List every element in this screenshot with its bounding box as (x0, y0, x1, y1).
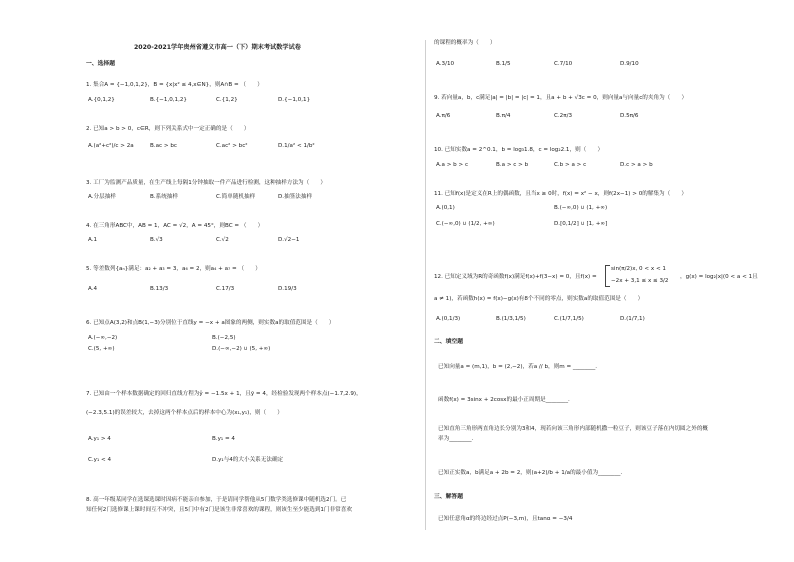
solve-q17: 已知任意角α的终边经过点P(−3,m)，且tanα = −3/4 (438, 516, 573, 522)
q8-option-b: B.1/5 (496, 61, 511, 67)
q4-stem: 4. 在三角形ABC中，AB = 1，AC = √2，A = 45°，则BC = （ ） (86, 223, 264, 229)
q9-option-d: D.5π/6 (620, 113, 639, 119)
exam-title: 2020-2021学年贵州省遵义市高一（下）期末考试数学试卷 (134, 44, 301, 51)
section-choice-heading: 一、选择题 (86, 61, 115, 67)
fill-q13: 已知向量a = (m,1)，b = (2,−2)，若a // b，则m = ________. (438, 364, 598, 370)
q10-stem: 10. 已知实数a = 2^0.1，b = log₃1.8，c = log₂2.1，则（ ） (434, 147, 604, 153)
q1-option-b: B.{−1,0,1,2} (150, 97, 187, 103)
q10-option-b: B.a > c > b (496, 162, 529, 168)
q2-option-d: D.1/a² < 1/b² (278, 143, 315, 149)
q12-option-d: D.(1/7,1) (620, 316, 645, 322)
q2-option-a: A.(a²+c²)/c > 2a (88, 143, 134, 149)
q2-option-b: B.ac > bc (150, 143, 177, 149)
q9-option-c: C.2π/3 (554, 113, 573, 119)
q10-option-c: C.b > a > c (554, 162, 587, 168)
q5-stem: 5. 等差数列{aₙ}满足：a₂ + a₃ = 3，a₆ = 2，则a₄ + a₇ = （ ） (86, 266, 261, 272)
q12-piece-2: −2x + 3,1 ≤ x ≤ 3/2 (611, 278, 669, 284)
q10-option-d: D.c > a > b (620, 162, 653, 168)
q7-option-d: D.y₁与4的大小关系无法确定 (212, 457, 284, 463)
q11-option-a: A.(0,1) (436, 205, 455, 211)
q6-option-a: A.(−∞,−2) (88, 335, 118, 341)
fill-q15-line2: 率为________. (438, 436, 474, 442)
q8-option-d: D.9/10 (620, 61, 639, 67)
q12-option-a: A.(0,1/3) (436, 316, 461, 322)
q6-option-b: B.(−2,5) (212, 335, 236, 341)
q5-option-b: B.13/3 (150, 286, 169, 292)
q8-option-a: A.3/10 (436, 61, 455, 67)
q6-stem: 6. 已知点A(3,2)和点B(1,−3)分别位于直线y = −x + a图象的两侧，则实数a的取值范围是（ ） (86, 320, 335, 326)
piecewise-brace (605, 265, 610, 287)
q7-option-a: A.y₁ > 4 (88, 436, 111, 442)
q7-option-b: B.y₁ = 4 (212, 436, 235, 442)
q12-stem-line2: a ≠ 1)，若函数h(x) = f(x)−g(x)有8个不同的零点，则实数a的取值范围是（ ） (434, 296, 644, 302)
section-fill-heading: 二、填空题 (434, 339, 463, 345)
q1-option-a: A.{0,1,2} (88, 97, 115, 103)
q5-option-c: C.17/3 (216, 286, 235, 292)
q8-stem-line1: 8. 高一年级某同学在选课选课时因病不能亲自参加，于是请同学帮他从5门数学类选修课中随机选2门。已 (86, 497, 347, 503)
q8-stem-line3: 的课程的概率为（ ） (434, 40, 496, 46)
q1-option-c: C.{1,2} (216, 97, 238, 103)
q9-stem: 9. 若向量a，b，c满足|a| = |b| = |c| = 1，且a + b + √3c = 0，则向量a与向量c的夹角为（ ） (434, 95, 688, 101)
q3-option-c: C.简单随机抽样 (216, 194, 256, 200)
q1-option-d: D.{−1,0,1} (278, 97, 311, 103)
q3-option-d: D.抽签法抽样 (278, 194, 313, 200)
q11-stem: 11. 已知f(x)是定义在R上的偶函数，且当x ≥ 0时，f(x) = x² − x，则f(2x−1) > 0的解集为（ ） (434, 191, 688, 197)
q8-stem-line2: 知任何2门选修课上课时间互不冲突，且5门中有2门是该生非常喜欢的课程，则该生至少能选到1门非常喜欢 (86, 507, 352, 513)
q6-option-c: C.(5, +∞) (88, 346, 115, 352)
q3-option-a: A.分层抽样 (88, 194, 116, 200)
q12-option-b: B.(1/3,1/5) (496, 316, 526, 322)
q11-option-d: D.[0,1/2] ∪ [1, +∞] (554, 221, 608, 227)
q2-option-c: C.ac² > bc² (216, 143, 248, 149)
q4-option-b: B.√3 (150, 237, 163, 243)
fill-q14: 函数f(x) = 3sinx + 2cosx的最小正周期是________. (438, 397, 570, 403)
q1-stem: 1. 集合A = {−1,0,1,2}，B = {x|x² ≤ 4,x∈N}，则A∩B = （ ） (86, 82, 263, 88)
q11-option-b: B.(−∞,0) ∪ (1, +∞) (554, 205, 608, 211)
q5-option-a: A.4 (88, 286, 98, 292)
q7-stem-line1: 7. 已知由一个样本数据确定的回归直线方程为ŷ = −1.5x + 1，且ȳ = 4，经检验发现两个样本点(−1.7,2.9)， (86, 391, 362, 397)
q12-piece-1: sin(π/2)x, 0 < x < 1 (611, 266, 666, 272)
q4-option-c: C.√2 (216, 237, 229, 243)
q6-option-d: D.(−∞,−2) ∪ (5, +∞) (212, 346, 271, 352)
q7-option-c: C.y₁ < 4 (88, 457, 112, 463)
q12-stem-part2: ，g(x) = log₂|x|(0 < a < 1且 (680, 274, 758, 280)
section-solve-heading: 三、解答题 (434, 494, 463, 500)
column-divider (425, 40, 426, 530)
q5-option-d: D.19/3 (278, 286, 297, 292)
fill-q16: 已知正实数a，b满足a + 2b = 2，则(a+2)/b + 1/a的最小值为________. (438, 470, 623, 476)
q2-stem: 2. 已知a > b > 0，c∈R，则下列关系式中一定正确的是（ ） (86, 126, 250, 132)
q4-option-a: A.1 (88, 237, 98, 243)
q10-option-a: A.a > b > c (436, 162, 469, 168)
fill-q15-line1: 已知直角三角形两直角边长分别为3和4，现若向该三角形内部随机撒一粒豆子，则该豆子落在内切圆之外的概 (438, 426, 709, 432)
q9-option-a: A.π/6 (436, 113, 451, 119)
q12-stem-part1: 12. 已知定义域为R的奇函数f(x)满足f(x)+f(3−x) = 0，且f(x) = (434, 274, 597, 280)
q9-option-b: B.π/4 (496, 113, 511, 119)
q8-option-c: C.7/10 (554, 61, 573, 67)
q3-stem: 3. 工厂为监测产品质量，在生产线上每隔1分钟抽取一件产品进行检测，这种抽样方法为（ ） (86, 180, 327, 186)
q3-option-b: B.系统抽样 (150, 194, 178, 200)
q12-option-c: C.(1/7,1/5) (554, 316, 584, 322)
q11-option-c: C.(−∞,0) ∪ (1/2, +∞) (436, 221, 495, 227)
q7-stem-line2: (−2.3,5.1)的误差较大，去掉这两个样本点后的样本中心为(x₁,y₁)，则（ ） (86, 410, 283, 416)
q4-option-d: D.√2−1 (278, 237, 300, 243)
